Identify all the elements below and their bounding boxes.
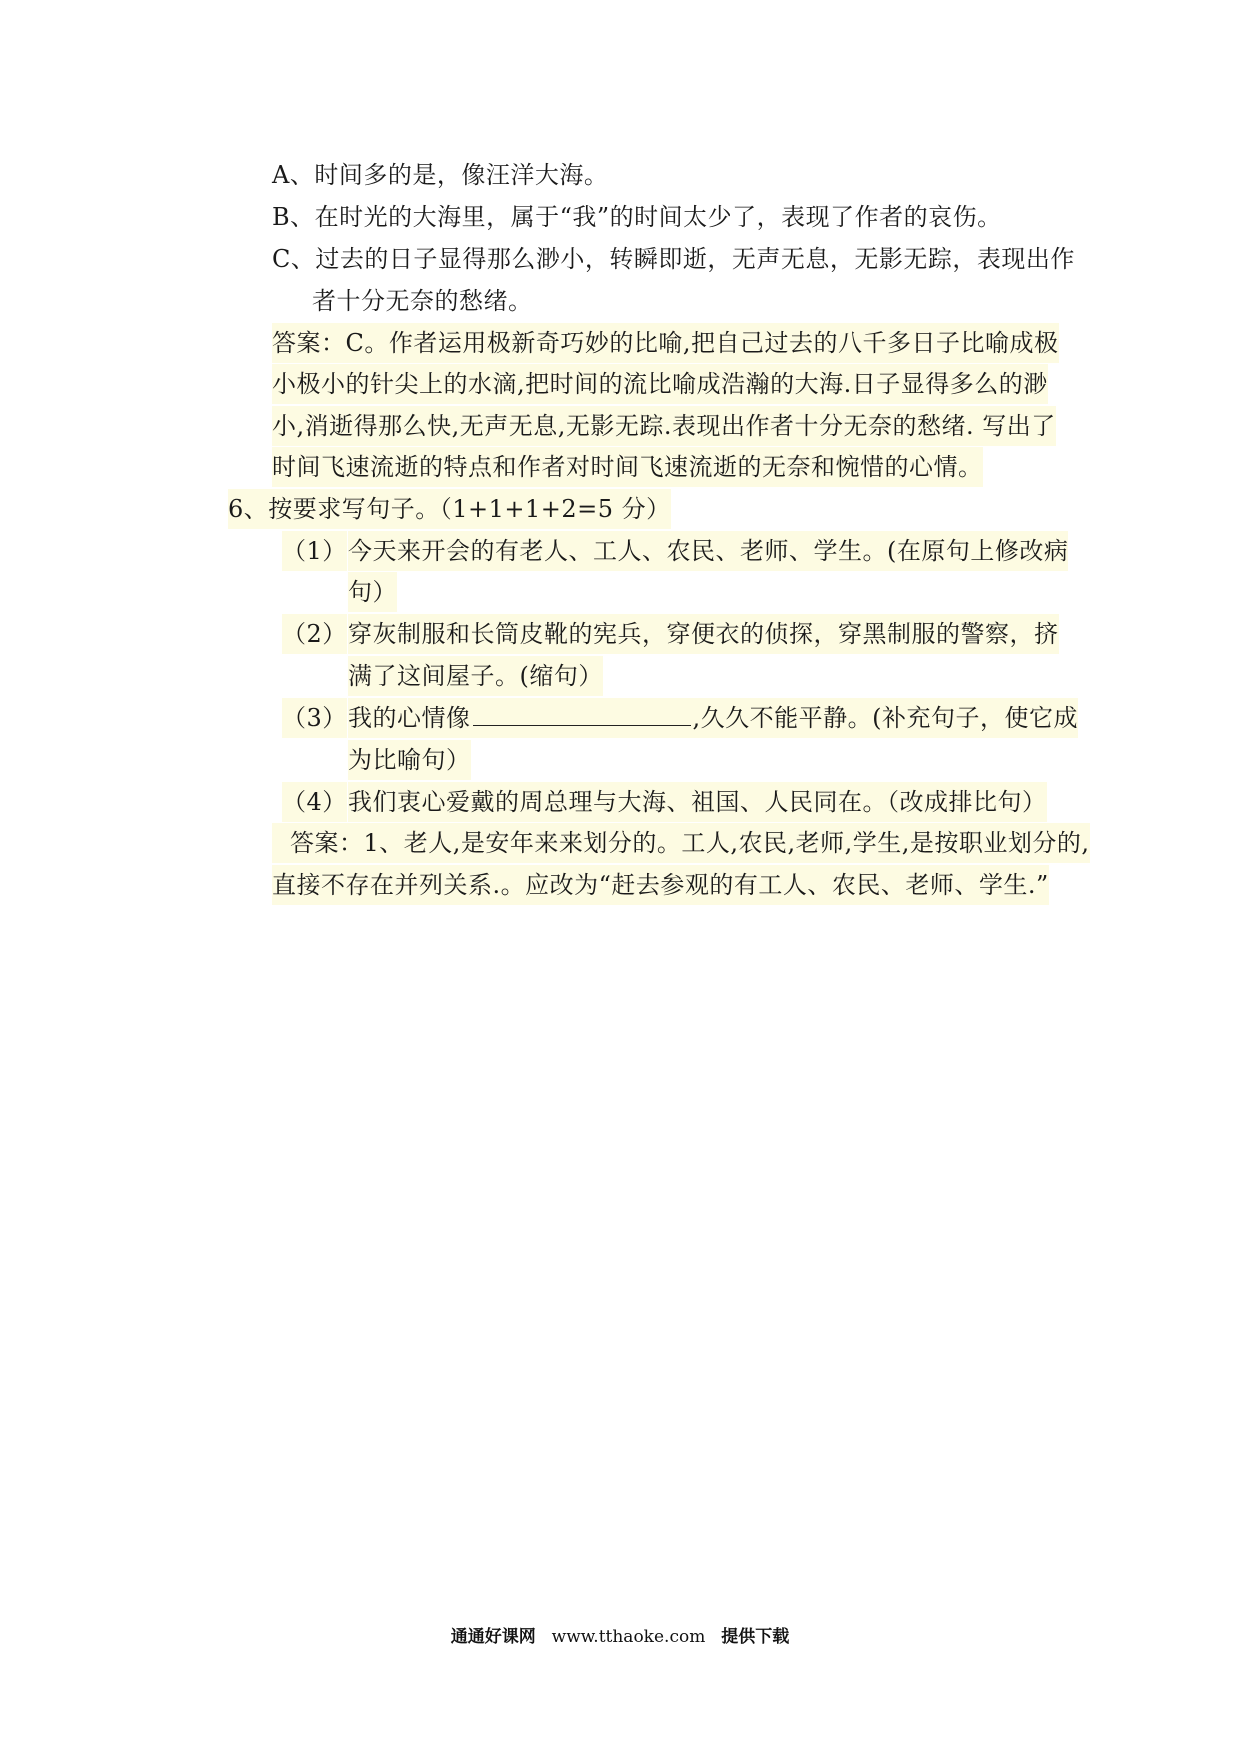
- answer6-line2: 直接不存在并列关系.。应改为“赶去参观的有工人、农民、老师、学生.”: [272, 865, 1049, 905]
- footer-url[interactable]: www.tthaoke.com: [551, 1627, 706, 1647]
- q6-item3-line2: 为比喻句）: [348, 740, 471, 780]
- footer-suffix: 提供下载: [721, 1627, 790, 1647]
- q6-item3-before: 我的心情像: [348, 704, 471, 732]
- answer6-line1: 答案：1、老人,是安年来来划分的。工人,农民,老师,学生,是按职业划分的,: [272, 823, 1090, 863]
- footer-site-name: 通通好课网: [450, 1627, 536, 1647]
- q6-item4-line1: 我们衷心爱戴的周总理与大海、祖国、人民同在。（改成排比句）: [348, 782, 1047, 822]
- q6-item1-line2: 句）: [348, 572, 397, 612]
- option-c-line2: 者十分无奈的愁绪。: [312, 287, 533, 315]
- answer5-line1: 答案：C。作者运用极新奇巧妙的比喻,把自己过去的八千多日子比喻成极: [272, 323, 1059, 363]
- q6-item2-line2: 满了这间屋子。(缩句）: [348, 656, 603, 696]
- q6-item4-num: （4）: [282, 782, 347, 822]
- q6-item3-num: （3）: [282, 698, 347, 738]
- option-a: A、时间多的是，像汪洋大海。: [272, 161, 609, 189]
- q6-item3-after: ,久久不能平静。(补充句子，使它成: [692, 704, 1078, 732]
- answer5-line3: 小,消逝得那么快,无声无息,无影无踪.表现出作者十分无奈的愁绪. 写出了: [272, 406, 1056, 446]
- fill-in-blank: [473, 701, 691, 726]
- q6-item3-line1: [348, 698, 1078, 738]
- q6-item2-num: （2）: [282, 614, 347, 654]
- answer5-line4: 时间飞速流逝的特点和作者对时间飞速流逝的无奈和惋惜的心情。: [272, 447, 983, 487]
- option-b: B、在时光的大海里，属于“我”的时间太少了，表现了作者的哀伤。: [272, 203, 1002, 231]
- answer5-line2: 小极小的针尖上的水滴,把时间的流比喻成浩瀚的大海.日子显得多么的渺: [272, 364, 1048, 404]
- question6-heading: 6、按要求写句子。（1+1+1+2=5 分）: [228, 489, 671, 529]
- page-footer: [0, 1622, 1240, 1652]
- q6-item2-line1: 穿灰制服和长筒皮靴的宪兵，穿便衣的侦探，穿黑制服的警察，挤: [348, 614, 1059, 654]
- q6-item1-line1: 今天来开会的有老人、工人、农民、老师、学生。(在原句上修改病: [348, 531, 1068, 571]
- q6-item1-num: （1）: [282, 531, 347, 571]
- option-c-line1: C、过去的日子显得那么渺小，转瞬即逝，无声无息，无影无踪，表现出作: [272, 245, 1075, 273]
